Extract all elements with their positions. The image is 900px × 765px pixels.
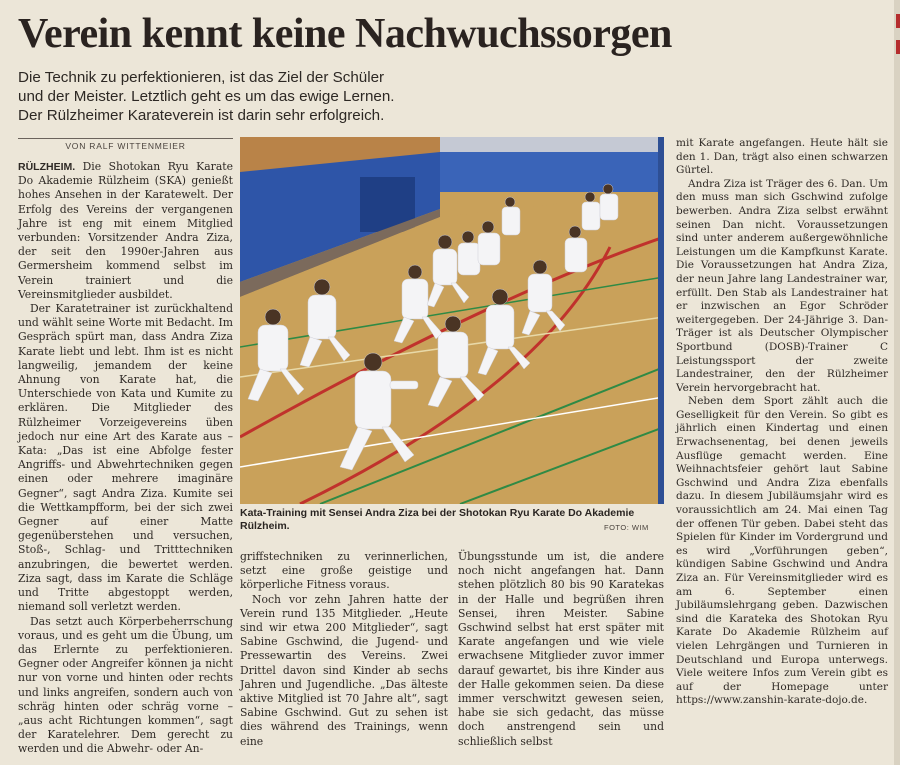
photo-credit: FOTO: WIM: [604, 523, 649, 532]
karate-training-photo: [240, 137, 664, 504]
page-edge: [894, 0, 900, 765]
article-paragraph: Neben dem Sport zählt auch die Geselligkeit für den Verein. So gibt es jährlich einen Kindertag und einen Erwachsenentag, bei denen jeweils Ausflüge gemacht werden. Eine Weihnachtsfeier gehört laut Sabine Gschwind und Andra Ziza ebenfalls dazu. In diesem Jubiläumsjahr wird es voraussichtlich am 24. Mai einen Tag der offenen Tür geben. Dabei steht das Spielen für Kinder im Vordergrund und es wird „Vorführungen geben“, kündigen Sabine Gschwind und Andra Ziza an. Für Vereinsmitglieder wird es am 6. September einen Jubiläumslehrgang geben. Dazwischen sind die Karateka des Shotokan Ryu Karate Do Akademie Rülzheim auf vielen Lehrgängen und Turnieren in Deutschland und Europa unterwegs. Viele weitere Infos zum Verein gibt es auf der Homepage unter https://www.zanshin-karate-dojo.de.: [676, 395, 888, 707]
article-column-2: [240, 550, 448, 749]
lead-line: und der Meister. Letztlich geht es um das ewige Lernen.: [18, 88, 395, 105]
article-column-4: [676, 137, 888, 708]
article-paragraph: Noch vor zehn Jahren hatte der Verein rund 135 Mitglieder. „Heute sind wir etwa 200 Mitglieder“, sagt Sabine Gschwind, die Jugend- und Pressewartin des Vereins. Zwei Drittel davon sind Kinder ab sechs Jahren und Jugendliche. „Das älteste aktive Mitglied ist 70 Jahre alt“, sagt Sabine Gschwind. Gut zu sehen ist dies während des Trainings, wenn eine: [240, 592, 448, 748]
article-paragraph: Der Karatetrainer ist zurückhaltend und wählt seine Worte mit Bedacht. Im Gespräch spürt man, dass Andra Ziza Karate liebt und lebt. Ihm ist es nicht langweilig, jemandem der keine Ahnung von Karate hat, die Unterschiede von Kata und Kumite zu erklären. Die Mitglieder des Rülzheimer Vorzeigevereins üben jedoch nur eine Art des Karate aus – Kata: „Das ist eine Abfolge fester Angriffs- und Abwehrtechniken gegen einen oder mehrere imaginäre Gegner“, sagt Andra Ziza. Kumite sei die Wettkampfform, bei der sich zwei Gegner auf einer Matte gegenüberstehen und versuchen, Stoß-, Schlag- und Tritttechniken anzubringen, die bewertet werden. Ziza sagt, dass im Karate die Schläge und Tritte abgestoppt werden, niemand soll verletzt werden.: [18, 302, 233, 614]
article-paragraph: Übungsstunde um ist, die andere noch nicht angefangen hat. Dann stehen plötzlich 80 bis 90 Karatekas in der Halle und begrüßen ihren Sensei, ihren Meister. Sabine Gschwind selbst hat erst später mit Karate angefangen und wie viele erwachsene Mitglieder zuvor immer darauf gewartet, bis ihre Kinder aus der Halle gekommen seien. Da diese immer verschwitzt gewesen seien, habe sie sich gedacht, das müsse doch anstrengend sein und schließlich selbst: [458, 550, 664, 748]
article-paragraph: RÜLZHEIM. Die Shotokan Ryu Karate Do Akademie Rülzheim (SKA) genießt hohes Ansehen in der Karatewelt. Der Erfolg des Vereins der vergangenen Jahre ist eng mit einem Mitglied verbunden: Vorsitzender Andra Ziza, der seit den 1990er-Jahren aus Germersheim kommend selbst im Verein trainiert und die Vereinsmitglieder ausbildet.: [18, 160, 233, 301]
lead-line: Der Rülzheimer Karateverein ist darin sehr erfolgreich.: [18, 107, 385, 124]
article-paragraph: Andra Ziza ist Träger des 6. Dan. Um den muss man sich Gschwind zufolge bewerben. Andra Ziza selbst erwähnt seinen Dan nicht. Voraussetzungen sind unter anderem außergewöhnliche Leistungen um die Kampfkunst Karate. Die Voraussetzungen hat Andra Ziza, der neun Jahre lang Landestrainer war, erfüllt. Den Stab als Landestrainer hat er inzwischen an Egor Schröder weitergegeben. Der 24-Jährige 3. Dan-Träger ist als Deutscher Olympischer Sportbund (DOSB)-Trainer C Leistungssport der zweite Landestrainer, den der Rülzheimer Verein hervorgebracht hat.: [676, 177, 888, 394]
lead-text: [18, 68, 488, 125]
article-column-1: [18, 160, 233, 757]
headline: Verein kennt keine Nachwuchssorgen: [18, 11, 672, 57]
byline: VON RALF WITTENMEIER: [18, 138, 233, 151]
page-edge-mark: [896, 14, 900, 28]
article-paragraph: griffstechniken zu verinnerlichen, setzt eine große geistige und körperliche Fitness voraus.: [240, 550, 448, 592]
karateka-figure: [502, 197, 520, 235]
article-paragraph: mit Karate angefangen. Heute hält sie den 1. Dan, trägt also einen schwarzen Gürtel.: [676, 137, 888, 177]
dateline: RÜLZHEIM.: [18, 161, 76, 173]
article-column-3: [458, 550, 664, 749]
karateka-figure: [582, 192, 600, 230]
photo-caption: Kata-Training mit Sensei Andra Ziza bei der Shotokan Ryu Karate Do Akademie Rülzheim.: [240, 507, 635, 532]
article-paragraph: Das setzt auch Körperbeherrschung voraus, und es geht um die Übung, um das Erlernte zu perfektionieren. Gegner oder Angreifer können ja nicht nur von vorne und hinten oder rechts und links angreifen, sondern auch von schräg hinten oder schräg vorne – „aus acht Richtungen kommen“, sagt der Karatelehrer. Dem gerecht zu werden und die Abwehr- oder An-: [18, 614, 233, 756]
lead-line: Die Technik zu perfektionieren, ist das Ziel der Schüler: [18, 69, 385, 86]
page-edge-mark: [896, 40, 900, 54]
photo-illustration: [240, 137, 664, 504]
